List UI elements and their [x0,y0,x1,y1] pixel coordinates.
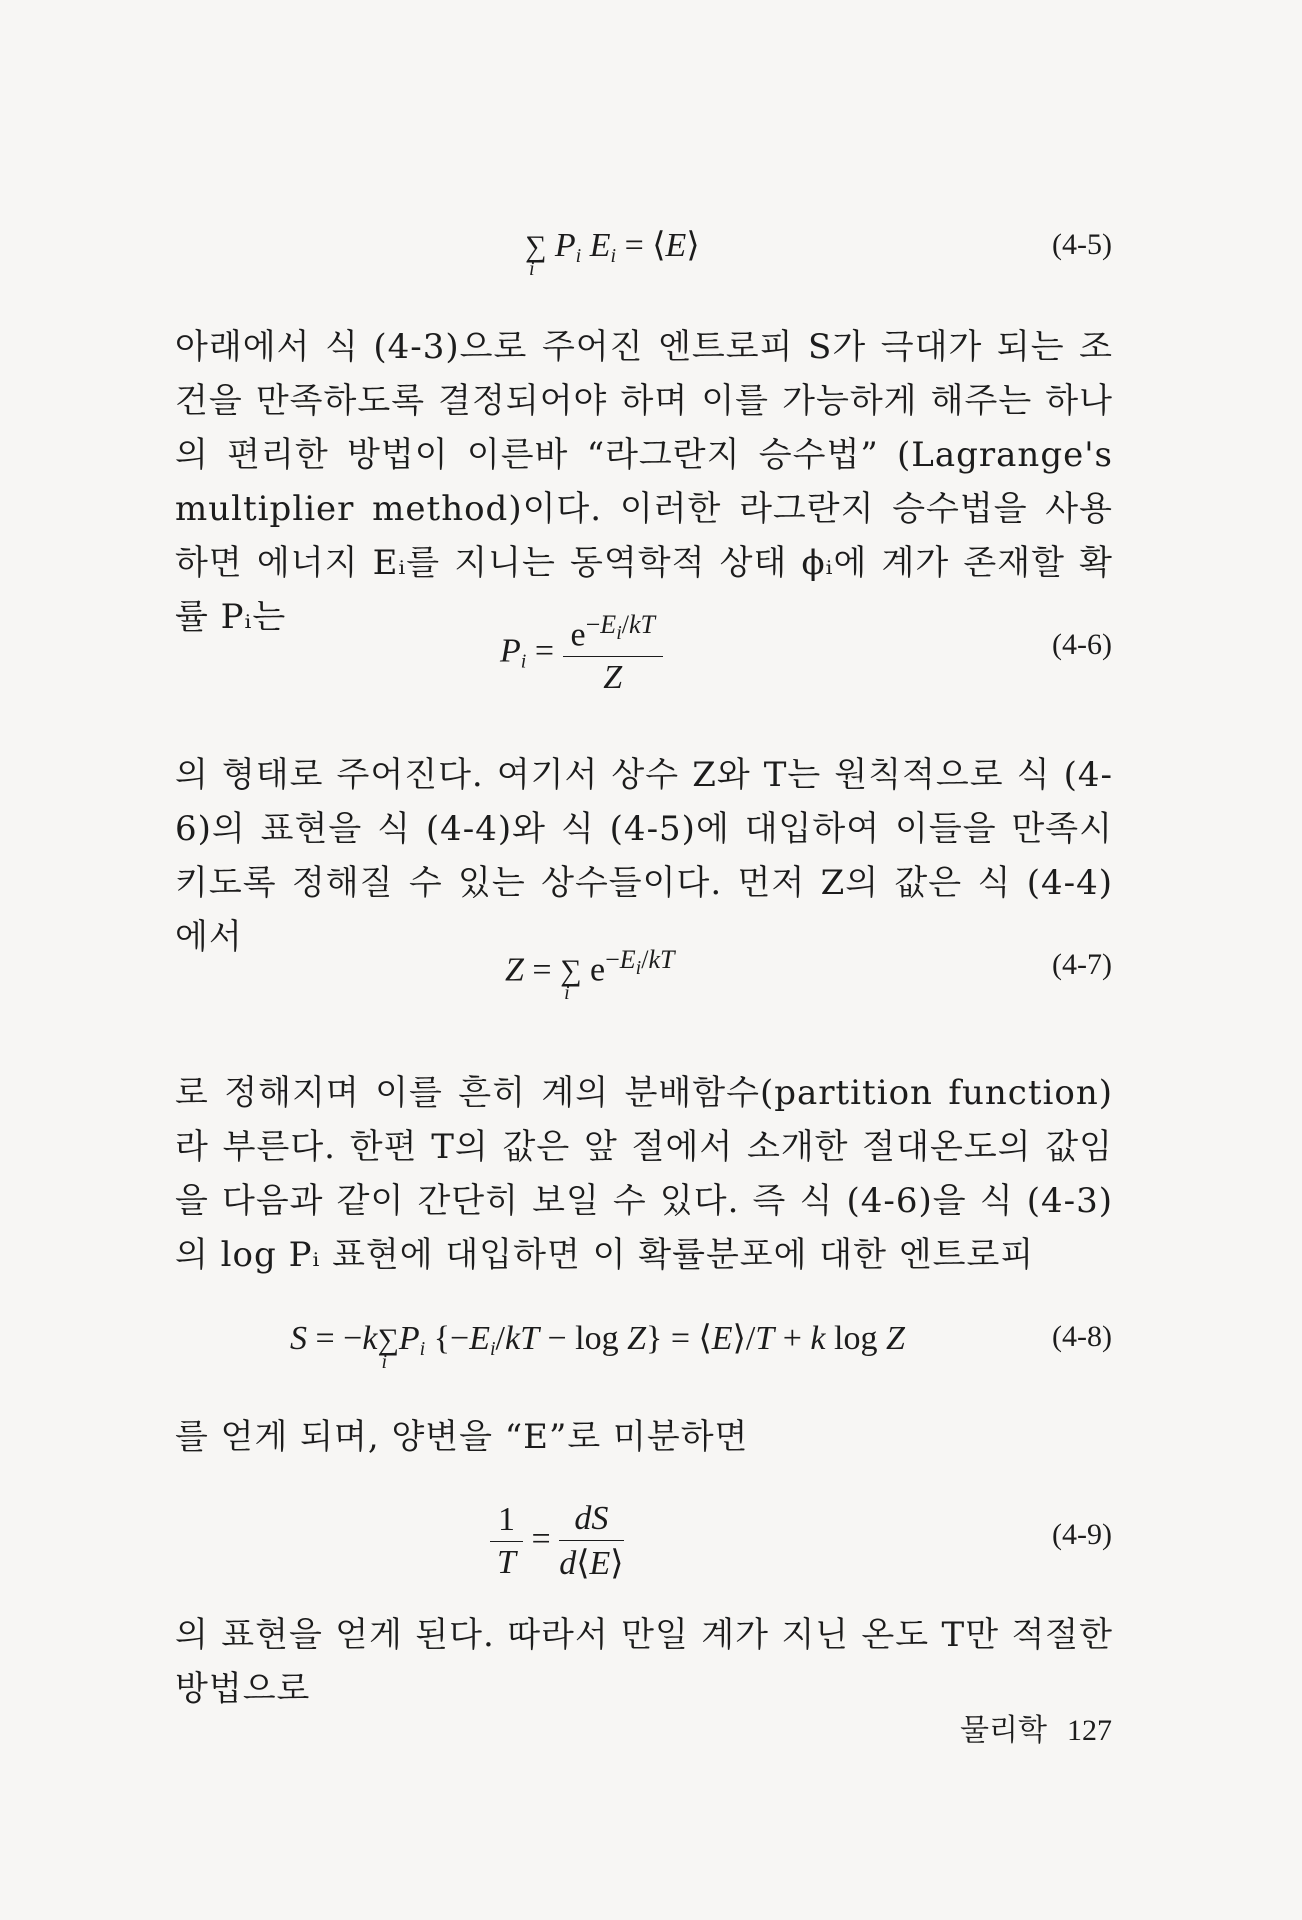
paragraph: 를 얻게 되며, 양변을 “E”로 미분하면 [175,1417,749,1457]
paragraph: 아래에서 식 (4-3)으로 주어진 엔트로피 S가 극대가 되는 조건을 만족하도록 결정되어야 하며 이를 가능하게 해주는 하나의 편리한 방법이 이른바 “라그란지 승수법” (Lagrange's multiplier method)이다. 이러한 라그란지 승수법을 사용하면 에너지 Eᵢ를 지니는 동역학적 상태 ϕᵢ에 계가 존재할 확률 Pᵢ는 [175,327,1113,637]
equation-4-6: $P_i$ = $\frac{e^{-E_i/kT}}{Z}$ [500,610,663,697]
paragraph: 의 형태로 주어진다. 여기서 상수 Z와 T는 원칙적으로 식 (4-6)의 표현을 식 (4-4)와 식 (4-5)에 대입하여 이들을 만족시키도록 정해질 수 있는 상수들이다. 먼저 Z의 값은 식 (4-4)에서 [175,755,1113,957]
equation-number: (4-6) [1052,628,1112,661]
equation-4-7: Z = ∑ i $e^{-E_i/kT}$ [505,945,675,1005]
equation-number: (4-8) [1052,1320,1112,1353]
equation-4-8: S = −k∑ i $P_i$ $\{-E_i/kT - \log Z\}$ = ⟨E⟩/T + k log Z [290,1320,905,1373]
page-footer [960,1705,1112,1749]
page-number: 127 [1067,1714,1112,1747]
equation-4-5: ∑ i $P_i$ $E_i$ = ⟨E⟩ [525,227,700,280]
equation-number: (4-5) [1052,228,1112,261]
equation-4-9: $\frac{1}{T}$ = $\frac{dS}{d⟨E⟩}$ [490,1500,624,1583]
running-title: 물리학 [960,1713,1047,1748]
equation-number: (4-9) [1052,1518,1112,1551]
equation-number: (4-7) [1052,948,1112,981]
paragraph: 의 표현을 얻게 된다. 따라서 만일 계가 지닌 온도 T만 적절한 방법으로 [175,1615,1113,1709]
paragraph: 로 정해지며 이를 흔히 계의 분배함수(partition function)라 부른다. 한편 T의 값은 앞 절에서 소개한 절대온도의 값임을 다음과 같이 간단히 보일 수 있다. 즉 식 (4-6)을 식 (4-3)의 log Pᵢ 표현에 대입하면 이 확률분포에 대한 엔트로피 [175,1073,1113,1275]
